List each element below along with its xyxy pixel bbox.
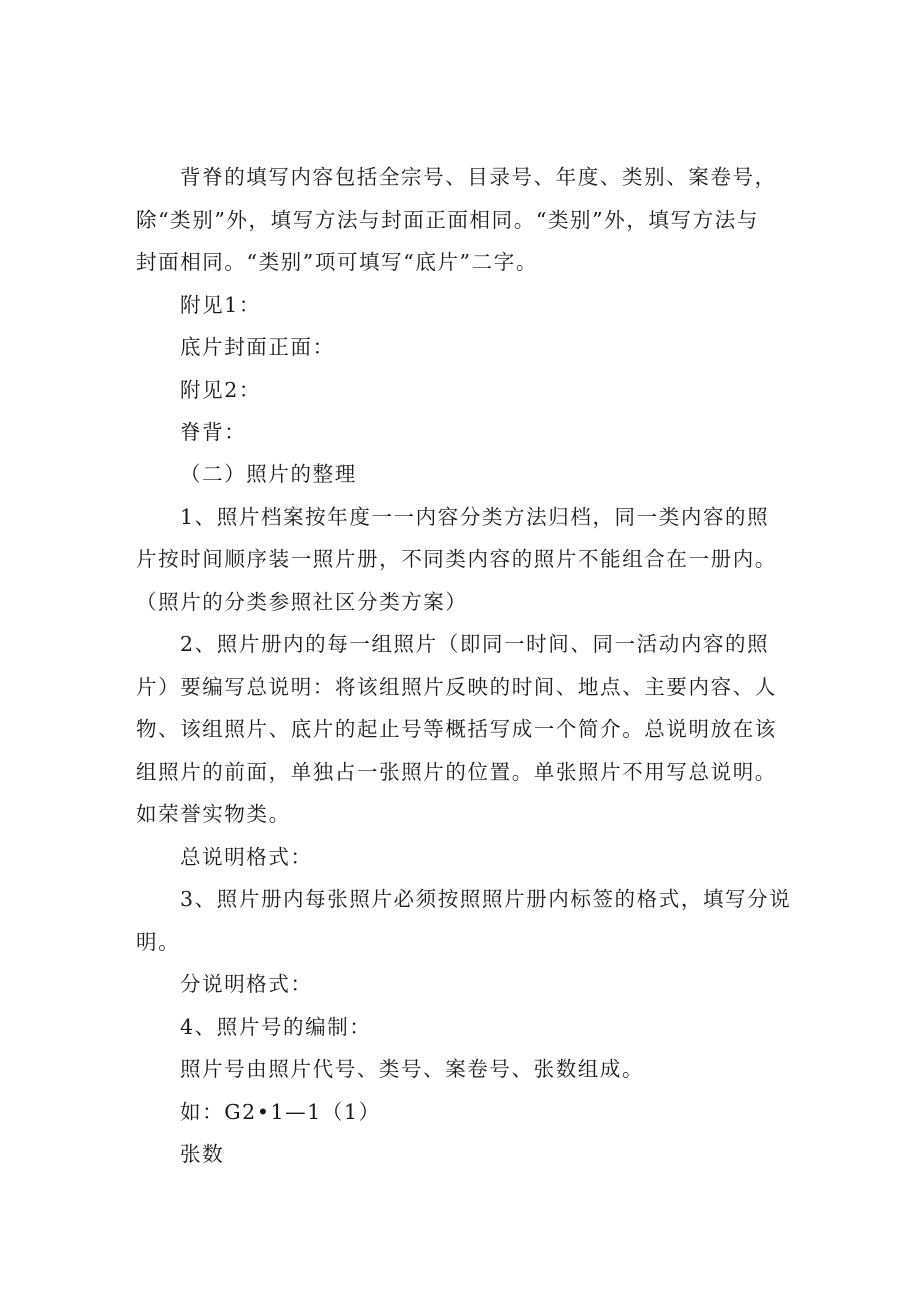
paragraph-line: 如荣誉实物类。	[136, 802, 291, 826]
paragraph-line: 封面相同。“类别”项可填写“底片”二字。	[136, 250, 538, 274]
paragraph-line: 片按时间顺序装一照片册，不同类内容的照片不能组合在一册内。	[136, 547, 777, 571]
paragraph-line: 1、照片档案按年度一一内容分类方法归档，同一类内容的照	[180, 505, 770, 529]
photo-count-label: 张数	[180, 1142, 225, 1166]
item-description-format-label: 分说明格式：	[180, 972, 313, 996]
general-description-format-label: 总说明格式：	[180, 845, 313, 869]
attachment-label-2: 附见2：	[180, 378, 261, 402]
paragraph-line: 明。	[136, 930, 181, 954]
paragraph-line: （照片的分类参照社区分类方案）	[136, 590, 468, 614]
photo-number-example: 如：G2•1—1（1）	[180, 1100, 381, 1124]
paragraph-line: 4、照片号的编制：	[180, 1015, 372, 1039]
attachment-label-1: 附见1：	[180, 293, 261, 317]
paragraph-line: 照片号由照片代号、类号、案卷号、张数组成。	[180, 1057, 645, 1081]
paragraph-line: 片）要编写总说明：将该组照片反映的时间、地点、主要内容、人	[136, 675, 777, 699]
paragraph-line: 物、该组照片、底片的起止号等概括写成一个简介。总说明放在该	[136, 717, 777, 741]
negative-cover-front-label: 底片封面正面：	[180, 335, 335, 359]
paragraph-line: 除“类别”外，填写方法与封面正面相同。“类别”外，填写方法与	[136, 208, 759, 232]
spine-label: 脊背：	[180, 420, 247, 444]
paragraph-line: 3、照片册内每张照片必须按照照片册内标签的格式，填写分说	[180, 887, 792, 911]
paragraph-line: 背脊的填写内容包括全宗号、目录号、年度、类别、案卷号，	[180, 165, 777, 189]
section-heading: （二）照片的整理	[180, 462, 357, 486]
paragraph-line: 2、照片册内的每一组照片（即同一时间、同一活动内容的照	[180, 632, 770, 656]
paragraph-line: 组照片的前面，单独占一张照片的位置。单张照片不用写总说明。	[136, 760, 777, 784]
